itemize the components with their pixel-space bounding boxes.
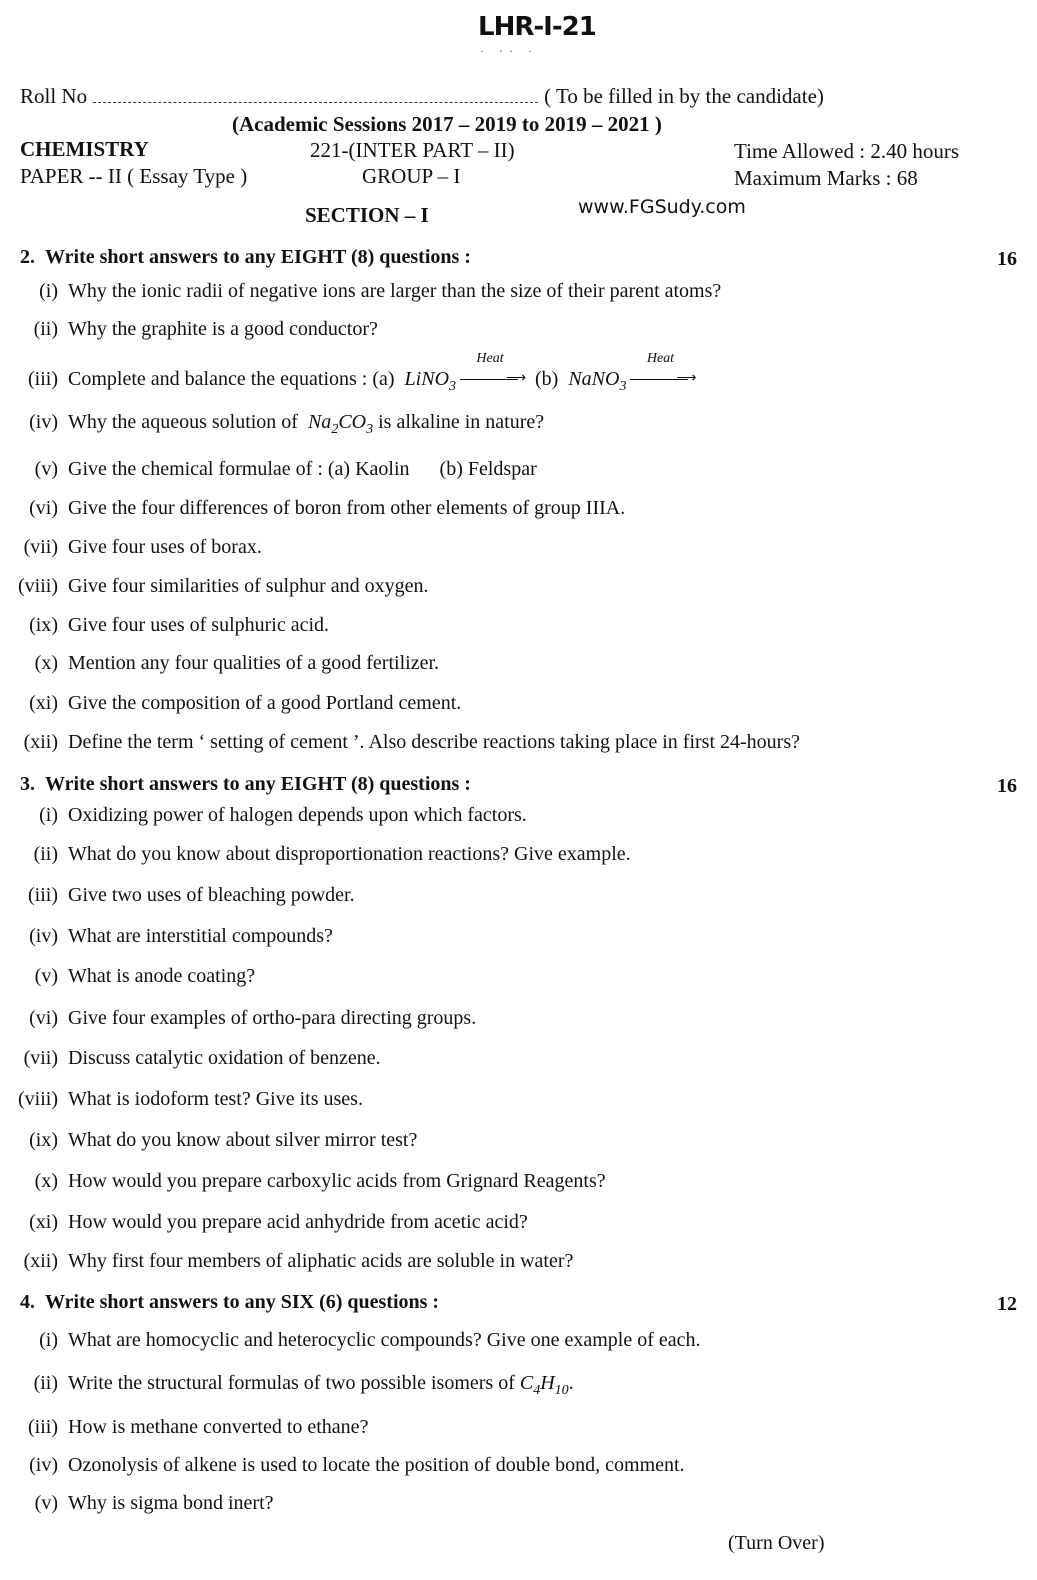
formula-nano3: NaNO [568, 368, 620, 390]
list-item: (ii) Why the graphite is a good conductor? [33, 318, 378, 340]
list-item: (v) Why is sigma bond inert? [34, 1492, 274, 1514]
list-item: (x) Mention any four qualities of a good fertilizer. [34, 652, 440, 674]
list-item: (iv) Ozonolysis of alkene is used to locate the position of double bond, comment. [29, 1454, 685, 1476]
list-item: (i) Oxidizing power of halogen depends upon which factors. [39, 804, 527, 826]
list-item: (ix) Give four uses of sulphuric acid. [29, 614, 330, 636]
question-3-heading [20, 773, 471, 796]
time-allowed: Time Allowed : 2.40 hours [734, 139, 959, 163]
maximum-marks: Maximum Marks : 68 [734, 166, 918, 190]
list-item: (xi) Give the composition of a good Portland cement. [29, 692, 462, 714]
list-item: (v) What is anode coating? [34, 965, 256, 987]
paper-code-handwritten: LHR-I-21 [478, 12, 596, 42]
list-item: (xii) Why first four members of aliphatic acids are soluble in water? [23, 1250, 574, 1272]
list-item: (xi) How would you prepare acid anhydride from acetic acid? [29, 1211, 528, 1233]
question-number: 2. [20, 246, 35, 268]
list-item: (iii) Complete and balance the equations : (a) LiNO$_3$ Heat ⟶ (b) NaNO$_3$ Heat ⟶ [28, 351, 697, 394]
list-item: (i) What are homocyclic and heterocyclic compounds? Give one example of each. [39, 1329, 701, 1351]
list-item: (i) Why the ionic radii of negative ions are larger than the size of their parent atoms? [39, 280, 722, 302]
paper-type: PAPER -- II ( Essay Type ) [20, 164, 248, 188]
question-2-heading [20, 246, 471, 269]
question-instruction: Write short answers to any SIX (6) questions : [45, 1291, 440, 1313]
question-3-marks: 16 [997, 775, 1017, 797]
roll-note: ( To be filled in by the candidate) [544, 84, 824, 108]
list-item: (iv) Why the aqueous solution of $Na_2CO_3$ is alkaline in nature? [29, 411, 545, 437]
question-4-heading [20, 1291, 439, 1314]
paper-number: 221-(INTER PART – II) [310, 138, 515, 162]
question-4-marks: 12 [997, 1293, 1017, 1315]
list-item: (vii) Give four uses of borax. [23, 536, 262, 558]
formula-lino3: LiNO [404, 368, 450, 390]
question-instruction: Write short answers to any EIGHT (8) questions : [45, 773, 471, 795]
formula-c4h10: C [519, 1372, 534, 1394]
roll-label: Roll No [20, 84, 88, 108]
list-item: (x) How would you prepare carboxylic acids from Grignard Reagents? [34, 1170, 606, 1192]
subject-title: CHEMISTRY [20, 137, 149, 161]
question-number: 4. [20, 1291, 35, 1313]
roll-number-field[interactable] [93, 88, 538, 103]
list-item: (vi) Give four examples of ortho-para directing groups. [29, 1007, 477, 1029]
list-item: (xii) Define the term ‘ setting of cement ’. Also describe reactions taking place in first 24-hours? [23, 731, 800, 753]
list-item: (iii) Give two uses of bleaching powder. [28, 884, 355, 906]
website-watermark: www.FGSudy.com [578, 196, 746, 218]
section-title: SECTION – I [305, 203, 429, 227]
list-item: (ix) What do you know about silver mirror test? [29, 1129, 418, 1151]
list-item: (vii) Discuss catalytic oxidation of benzene. [23, 1047, 381, 1069]
list-item: (ii) Write the structural formulas of two possible isomers of $C_4H_{10}$. [33, 1372, 574, 1398]
list-item: (v) Give the chemical formulae of : (a) Kaolin (b) Feldspar [34, 458, 537, 480]
question-2-marks: 16 [997, 248, 1017, 270]
academic-sessions: (Academic Sessions 2017 – 2019 to 2019 – 2021 ) [232, 112, 662, 136]
reaction-arrow-icon: Heat ⟶ [460, 365, 526, 385]
list-item: (iv) What are interstitial compounds? [29, 925, 333, 947]
formula-na2co3: Na [307, 411, 332, 433]
question-number: 3. [20, 773, 35, 795]
list-item: (iii) How is methane converted to ethane? [28, 1416, 369, 1438]
turn-over-note: (Turn Over) [728, 1532, 825, 1554]
list-item: (ii) What do you know about disproportionation reactions? Give example. [33, 843, 631, 865]
question-instruction: Write short answers to any EIGHT (8) questions : [45, 246, 471, 268]
list-item: (viii) Give four similarities of sulphur and oxygen. [18, 575, 429, 597]
reaction-arrow-icon: Heat ⟶ [630, 365, 696, 385]
list-item: (vi) Give the four differences of boron from other elements of group IIIA. [29, 497, 626, 519]
list-item: (viii) What is iodoform test? Give its uses. [18, 1088, 363, 1110]
roll-number-row [20, 84, 824, 109]
scan-specks: · ·· · [480, 44, 538, 58]
group-label: GROUP – I [362, 164, 461, 188]
